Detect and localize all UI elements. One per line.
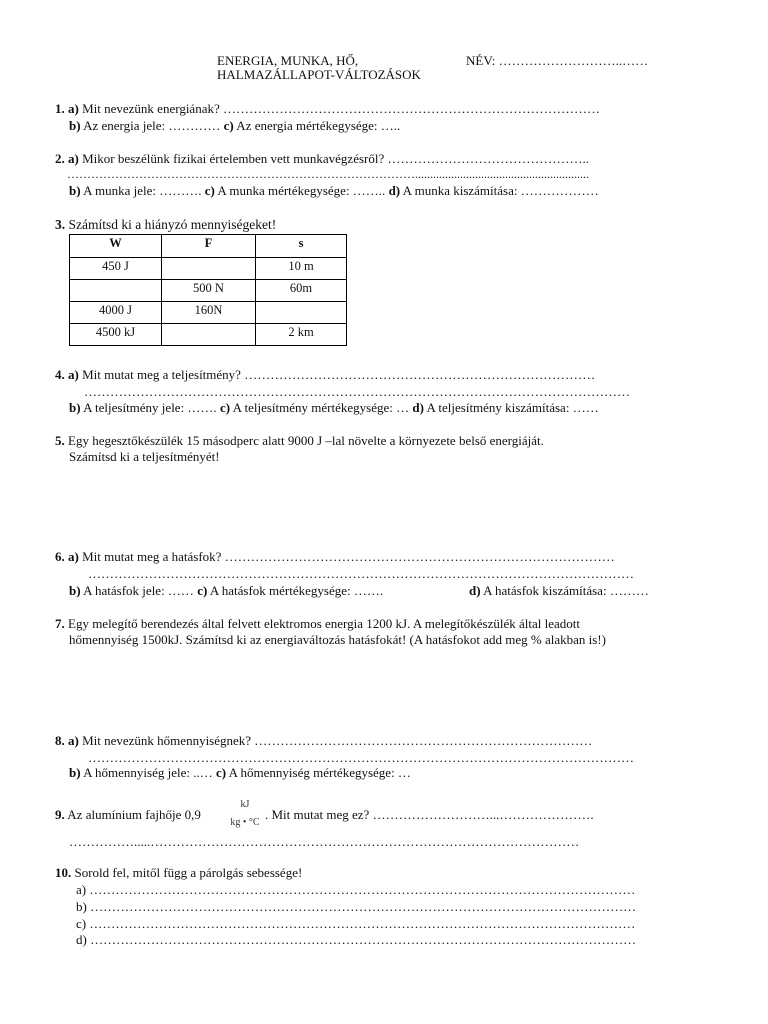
question-2bcd[interactable]: b) A munka jele: ………. c) A munka mértékegysége: …….. d) A munka kiszámítása: ……………… bbox=[69, 183, 599, 198]
table-row bbox=[70, 258, 347, 280]
question-7-line2: hőmennyiség 1500kJ. Számítsd ki az energiaváltozás hatásfokát! (A hatásfokot add meg % alakban is!) bbox=[69, 632, 606, 647]
answer-line[interactable]: ……………………………………………………………………………………………………………… bbox=[84, 384, 630, 399]
table-cell[interactable] bbox=[162, 258, 256, 280]
question-6d[interactable]: d) A hatásfok kiszámítása: ……… bbox=[469, 583, 649, 598]
question-8bc[interactable]: b) A hőmennyiség jele: ..… c) A hőmennyiség mértékegysége: … bbox=[69, 765, 411, 780]
question-4a[interactable]: 4. a) Mit mutat meg a teljesítmény? ……………………………………………………………………… bbox=[55, 367, 596, 382]
question-3: 3. Számítsd ki a hiányzó mennyiségeket! bbox=[55, 217, 277, 232]
question-number: 1. a) bbox=[55, 101, 79, 116]
table-cell[interactable]: 500 N bbox=[162, 280, 256, 302]
answer-item-c[interactable]: c) ……………………………………………………………………………………………………………… bbox=[76, 916, 636, 931]
answer-item-b[interactable]: b) ……………………………………………………………………………………………………………… bbox=[76, 899, 637, 914]
unit-fraction-numerator: kJ bbox=[240, 799, 250, 810]
table-row bbox=[70, 324, 347, 346]
unit-fraction-denominator: kg • °C bbox=[230, 817, 260, 828]
question-9-text[interactable]: . Mit mutat meg ez? ………………………...…………………. bbox=[265, 807, 594, 822]
table-cell[interactable]: 2 km bbox=[256, 324, 347, 346]
question-2a[interactable]: 2. a) Mikor beszélünk fizikai értelemben vett munkavégzésről? ……………………………………….. bbox=[55, 151, 589, 166]
table-header-row bbox=[70, 235, 347, 258]
table-cell[interactable] bbox=[256, 302, 347, 324]
worksheet-subtitle: HALMAZÁLLAPOT-VÁLTOZÁSOK bbox=[217, 67, 421, 82]
question-10: 10. Sorold fel, mitől függ a párolgás sebessége! bbox=[55, 865, 303, 880]
question-7: 7. Egy melegítő berendezés által felvett elektromos energia 1200 kJ. A melegítőkészülék által leadott bbox=[55, 616, 581, 631]
question-8a[interactable]: 8. a) Mit nevezünk hőmennyiségnek? …………………………………………………………………… bbox=[55, 733, 593, 748]
answer-item-d[interactable]: d) ……………………………………………………………………………………………………………… bbox=[76, 932, 637, 947]
answer-line[interactable]: ……………………………………………………………………………………………………………… bbox=[88, 750, 634, 765]
name-field[interactable]: NÉV: ………………………..…… bbox=[466, 53, 649, 68]
header-f: F bbox=[162, 235, 256, 258]
table-row bbox=[70, 302, 347, 324]
question-5-line2: Számítsd ki a teljesítményét! bbox=[69, 449, 220, 464]
table-cell[interactable]: 450 J bbox=[70, 258, 162, 280]
question-1bc[interactable]: b) Az energia jele: ………… c) Az energia mértékegysége: ….. bbox=[69, 118, 401, 133]
question-6a[interactable]: 6. a) Mit mutat meg a hatásfok? ……………………………………………………………………………… bbox=[55, 549, 615, 564]
question-1a[interactable]: 1. a) Mit nevezünk energiának? …………………………………………………………………………… bbox=[55, 101, 600, 116]
table-cell[interactable]: 10 m bbox=[256, 258, 347, 280]
table-cell[interactable]: 60m bbox=[256, 280, 347, 302]
table-cell[interactable] bbox=[70, 280, 162, 302]
answer-line[interactable]: …………….....……………………………………………………………………………………… bbox=[69, 834, 580, 849]
table-cell[interactable]: 160N bbox=[162, 302, 256, 324]
question-4bcd[interactable]: b) A teljesítmény jele: ……. c) A teljesítmény mértékegysége: … d) A teljesítmény kiszámítása: …… bbox=[69, 400, 599, 415]
question-5: 5. Egy hegesztőkészülék 15 másodperc alatt 9000 J –lal növelte a környezete belső energiáját. bbox=[55, 433, 544, 448]
table-cell[interactable]: 4500 kJ bbox=[70, 324, 162, 346]
answer-line[interactable]: …………………………………………………………………………….......................................................... bbox=[67, 167, 589, 181]
answer-item-a[interactable]: a) ……………………………………………………………………………………………………………… bbox=[76, 882, 636, 897]
question-9: 9. Az alumínium fajhője 0,9 bbox=[55, 807, 201, 822]
table-row bbox=[70, 280, 347, 302]
question-6bc[interactable]: b) A hatásfok jele: …… c) A hatásfok mértékegysége: ……. bbox=[69, 583, 384, 598]
header-w: W bbox=[70, 235, 162, 258]
quantities-table bbox=[69, 234, 347, 346]
header-s: s bbox=[256, 235, 347, 258]
table-cell[interactable] bbox=[162, 324, 256, 346]
worksheet-title: ENERGIA, MUNKA, HŐ, bbox=[217, 53, 359, 68]
answer-line[interactable]: ……………………………………………………………………………………………………………… bbox=[88, 566, 634, 581]
table-cell[interactable]: 4000 J bbox=[70, 302, 162, 324]
